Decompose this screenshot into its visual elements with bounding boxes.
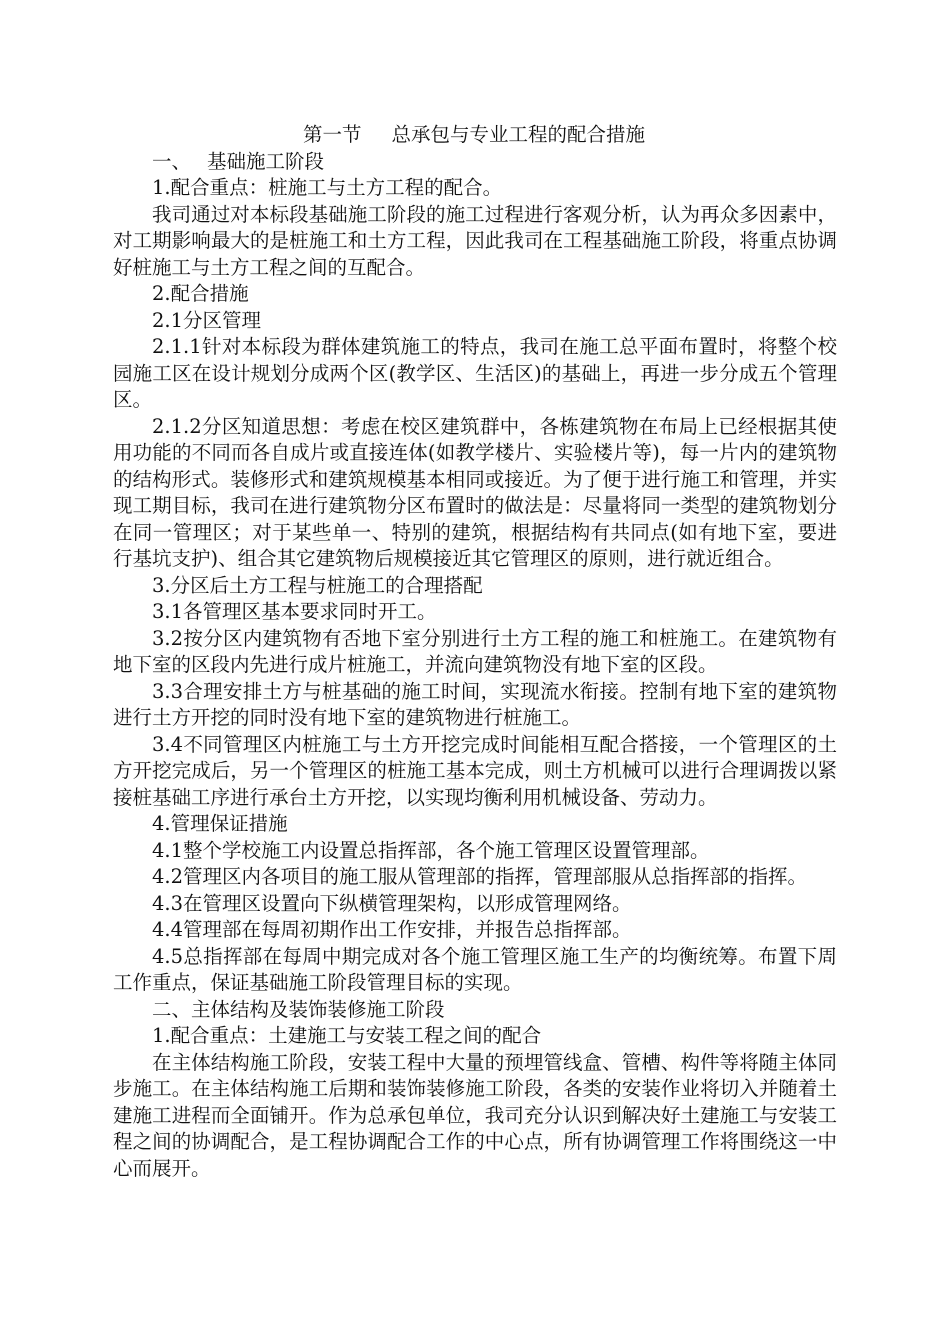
paragraph: 4.1整个学校施工内设置总指挥部，各个施工管理区设置管理部。 <box>152 838 710 862</box>
document-page <box>113 122 837 1182</box>
paragraph: 2.1.1针对本标段为群体建筑施工的特点，我司在施工总平面布置时，将整个校园施工区在设计规划分成两个区(教学区、生活区)的基础上，再进一步分成五个管理区。 <box>113 335 837 411</box>
heading-foundation-stage <box>113 149 837 176</box>
heading-number: 一、 <box>152 149 192 173</box>
paragraph: 在主体结构施工阶段，安装工程中大量的预埋管线盒、管槽、构件等将随主体同步施工。在主体结构施工后期和装饰装修施工阶段，各类的安装作业将切入并随着土建施工进程而全面铺开。作为总承包单位，我司充分认识到解决好土建施工与安装工程之间的协调配合，是工程协调配合工作的中心点，所有协调管理工作将围绕这一中心而展开。 <box>113 1050 837 1180</box>
paragraph: 2.1分区管理 <box>152 308 262 332</box>
heading-text: 基础施工阶段 <box>207 149 325 173</box>
section-title-text: 总承包与专业工程的配合措施 <box>391 123 646 146</box>
section-title <box>113 122 837 149</box>
paragraph: 2.1.2分区知道思想：考虑在校区建筑群中，各栋建筑物在布局上已经根据其使用功能的不同而各自成片或直接连体(如教学楼片、实验楼片等)，每一片内的建筑物的结构形式。装修形式和建筑规模基本相同或接近。为了便于进行施工和管理，并实现工期目标，我司在进行建筑物分区布置时的做法是：尽量将同一类型的建筑物划分在同一管理区；对于某些单一、特别的建筑，根据结构有共同点(如有地下室，要进行基坑支护)、组合其它建筑物后规模接近其它管理区的原则，进行就近组合。 <box>113 414 837 570</box>
paragraph: 3.分区后土方工程与桩施工的合理搭配 <box>152 573 483 597</box>
heading-main-structure-stage: 二、主体结构及装饰装修施工阶段 <box>152 997 445 1021</box>
paragraph: 3.1各管理区基本要求同时开工。 <box>152 600 437 623</box>
paragraph: 2.配合措施 <box>152 282 249 305</box>
paragraph: 4.5总指挥部在每周中期完成对各个施工管理区施工生产的均衡统筹。布置下周工作重点，保证基础施工阶段管理目标的实现。 <box>113 944 837 994</box>
paragraph: 1.配合重点：土建施工与安装工程之间的配合 <box>152 1024 542 1047</box>
paragraph: 1.配合重点：桩施工与土方工程的配合。 <box>152 176 503 199</box>
paragraph: 3.4不同管理区内桩施工与土方开挖完成时间能相互配合搭接，一个管理区的土方开挖完成后，另一个管理区的桩施工基本完成，则土方机械可以进行合理调拨以紧接桩基础工序进行承台土方开挖，以实现均衡利用机械设备、劳动力。 <box>113 732 837 809</box>
paragraph: 4.2管理区内各项目的施工服从管理部的指挥，管理部服从总指挥部的指挥。 <box>152 865 808 888</box>
paragraph: 3.2按分区内建筑物有否地下室分别进行土方工程的施工和桩施工。在建筑物有地下室的区段内先进行成片桩施工，并流向建筑物没有地下室的区段。 <box>113 626 837 676</box>
section-number: 第一节 <box>303 123 362 146</box>
paragraph: 4.4管理部在每周初期作出工作安排，并报告总指挥部。 <box>152 918 632 941</box>
paragraph: 4.3在管理区设置向下纵横管理架构，以形成管理网络。 <box>152 891 632 915</box>
paragraph: 我司通过对本标段基础施工阶段的施工过程进行客观分析，认为再众多因素中，对工期影响最大的是桩施工和土方工程，因此我司在工程基础施工阶段，将重点协调好桩施工与土方工程之间的互配合。 <box>113 202 837 279</box>
paragraph: 3.3合理安排土方与桩基础的施工时间，实现流水衔接。控制有地下室的建筑物进行土方开挖的同时没有地下室的建筑物进行桩施工。 <box>113 679 837 729</box>
paragraph: 4.管理保证措施 <box>152 812 288 835</box>
